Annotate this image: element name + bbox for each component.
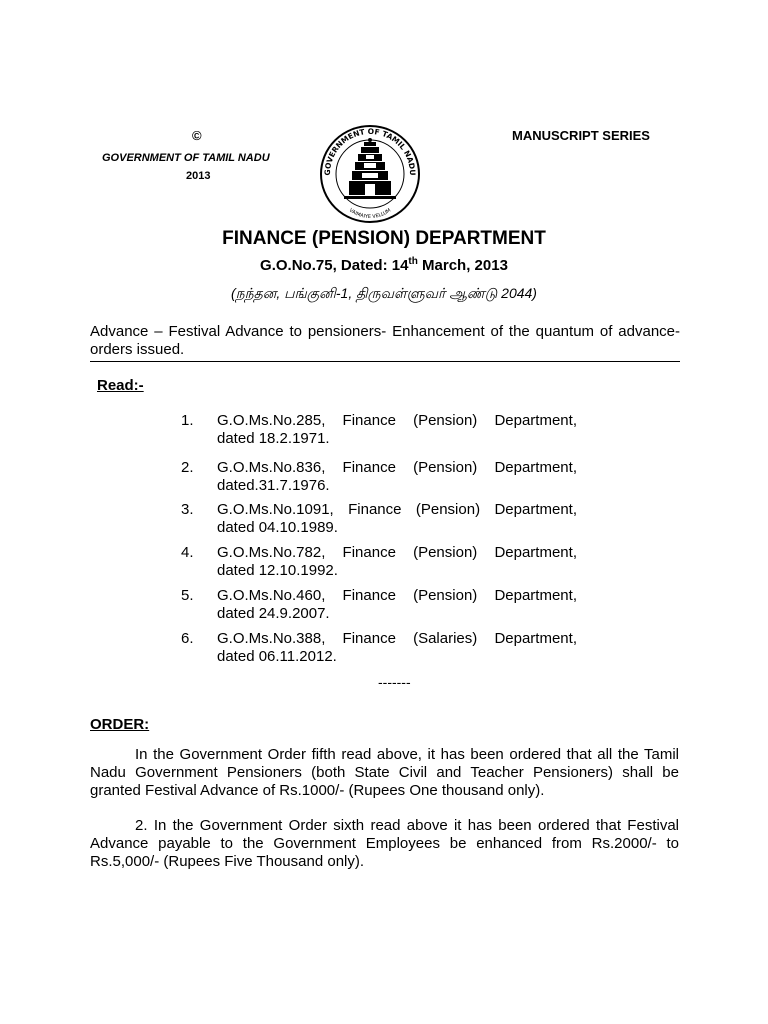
series-label: MANUSCRIPT SERIES xyxy=(512,128,650,143)
state-emblem-icon xyxy=(318,124,422,224)
reference-date: dated 18.2.1971. xyxy=(217,430,330,447)
reference-date: dated.31.7.1976. xyxy=(217,477,330,494)
order-paragraph-text: 2. In the Government Order sixth read above it has been ordered that Festival Advance payable to the Government Employees be enhanced from Rs.2000/- to Rs.5,000/- (Rupees Five Thousand only). xyxy=(90,817,679,870)
order-heading: ORDER: xyxy=(90,716,150,733)
government-name: GOVERNMENT OF TAMIL NADU xyxy=(102,152,270,164)
subject-divider xyxy=(90,361,680,362)
svg-text:VAIMAIYE VELLUM xyxy=(348,208,392,221)
subject-text: Advance – Festival Advance to pensioners- Enhancement of the quantum of advance- orders issued. xyxy=(90,323,680,358)
department-title: FINANCE (PENSION) DEPARTMENT xyxy=(222,228,546,249)
reference-item xyxy=(181,501,581,537)
reference-date: dated 04.10.1989. xyxy=(217,519,338,536)
copyright-symbol: © xyxy=(192,128,202,143)
reference-item xyxy=(181,544,581,580)
reference-number: 5. xyxy=(181,587,194,604)
go-number-prefix: G.O.No.75, Dated: 14 xyxy=(260,257,409,274)
read-heading: Read:- xyxy=(97,377,144,394)
reference-number: 4. xyxy=(181,544,194,561)
tamil-date: (நந்தன, பங்குனி-1, திருவள்ளுவர் ஆண்டு 2044) xyxy=(231,285,537,301)
publication-year: 2013 xyxy=(186,170,211,182)
order-paragraph-text: In the Government Order fifth read above, it has been ordered that all the Tamil Nadu Government Pensioners (both State Civil and Teacher Pensioners) shall be granted Festival Advance of Rs.1000/- (Rupees One thousand only). xyxy=(90,746,679,799)
reference-title: G.O.Ms.No.460, Finance (Pension) Department, xyxy=(217,587,577,604)
reference-title: G.O.Ms.No.782, Finance (Pension) Department, xyxy=(217,544,577,561)
reference-item xyxy=(181,412,581,448)
reference-number: 1. xyxy=(181,412,194,429)
go-date-suffix: March, 2013 xyxy=(417,257,508,274)
reference-title: G.O.Ms.No.836, Finance (Pension) Department, xyxy=(217,459,577,476)
reference-title: G.O.Ms.No.388, Finance (Salaries) Department, xyxy=(217,630,577,647)
section-separator: ------- xyxy=(378,674,411,690)
emblem-bottom-text: VAIMAIYE VELLUM xyxy=(347,207,393,221)
reference-item xyxy=(181,459,581,495)
reference-title: G.O.Ms.No.1091, Finance (Pension) Department, xyxy=(217,501,577,518)
reference-date: dated 06.11.2012. xyxy=(217,648,337,665)
reference-item xyxy=(181,587,581,623)
reference-date: dated 24.9.2007. xyxy=(217,605,330,622)
order-paragraph xyxy=(90,746,679,800)
go-number-date xyxy=(0,256,768,274)
date-ordinal-suffix: th xyxy=(408,256,418,267)
emblem-top-text: GOVERNMENT OF TAMIL NADU xyxy=(322,126,418,176)
reference-title: G.O.Ms.No.285, Finance (Pension) Department, xyxy=(217,412,577,429)
reference-number: 2. xyxy=(181,459,194,476)
reference-date: dated 12.10.1992. xyxy=(217,562,338,579)
reference-number: 6. xyxy=(181,630,194,647)
reference-item xyxy=(181,630,581,666)
reference-number: 3. xyxy=(181,501,194,518)
order-paragraph xyxy=(90,817,679,871)
